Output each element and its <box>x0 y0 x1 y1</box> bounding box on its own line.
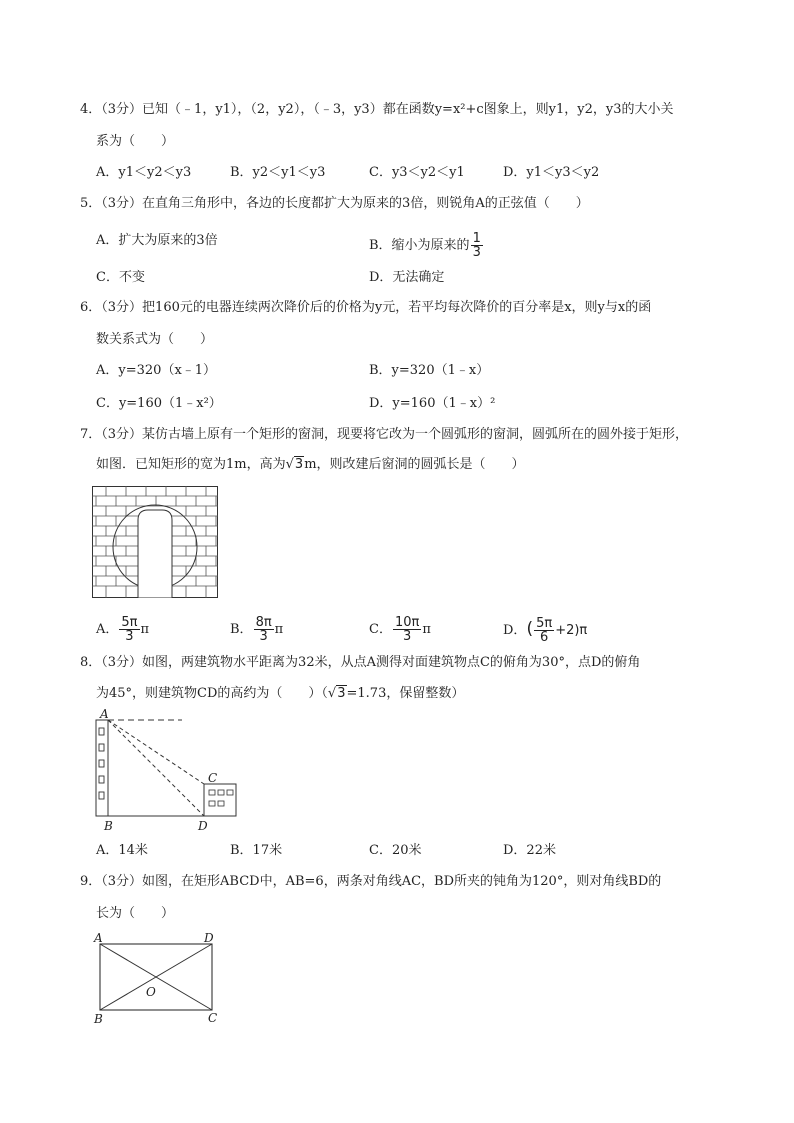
q5-option-c: C．不变 <box>96 270 145 285</box>
q8-point-d-label: D <box>198 819 208 833</box>
option-tail: π <box>140 622 150 637</box>
q6-option-b: B．y=320（1﹣x） <box>369 363 490 378</box>
option-tail: π <box>274 622 284 637</box>
q4-option-a: A．y1＜y2＜y3 <box>96 165 192 180</box>
q9-rectangle-figure <box>90 930 230 1026</box>
q6-option-c: C．y=160（1﹣x²） <box>96 396 222 411</box>
q8-option-b: B．17米 <box>230 843 283 858</box>
q5-stem: 5．（3分）在直角三角形中，各边的长度都扩大为原来的3倍，则锐角A的正弦值（ ） <box>80 196 589 211</box>
q4-stem-line1: 4．（3分）已知（﹣1，y1），（2，y2），（﹣3，y3）都在函数y=x²+c图象上，则y1，y2，y3的大小关 <box>80 102 674 117</box>
q8-point-a-label: A <box>100 707 109 721</box>
q9-point-a-label: A <box>94 931 103 945</box>
fraction-numerator: 1 <box>472 231 481 246</box>
q5-option-d: D．无法确定 <box>369 270 445 285</box>
q8-option-c: C．20米 <box>369 843 422 858</box>
fraction-numerator: 5π <box>536 616 553 631</box>
q9-point-b-label: B <box>94 1012 103 1026</box>
q9-stem-line2: 长为（ ） <box>96 906 175 921</box>
q4-stem-line2: 系为（ ） <box>96 134 175 149</box>
fraction-denominator: 6 <box>539 630 549 645</box>
option-open-paren: ( <box>526 619 534 639</box>
option-label: B． <box>230 622 253 637</box>
q8-stem-text: 为45°，则建筑物CD的高约为（ ）（ <box>96 686 328 701</box>
fraction-numerator: 5π <box>121 615 138 630</box>
q8-option-d: D．22米 <box>503 843 556 858</box>
q7-stem-line1: 7．（3分）某仿古墙上原有一个矩形的窗洞，现要将它改为一个圆弧形的窗洞，圆弧所在的圆外接于矩形， <box>80 427 689 442</box>
fraction-numerator: 8π <box>255 615 272 630</box>
q6-option-a: A．y=320（x﹣1） <box>96 363 217 378</box>
q8-stem-line1: 8．（3分）如图，两建筑物水平距离为32米，从点A测得对面建筑物点C的俯角为30°，点D的俯角 <box>80 655 641 670</box>
q8-stem-line2 <box>96 685 464 703</box>
fraction-denominator: 3 <box>403 629 412 644</box>
q7-stem-text: 如图．已知矩形的宽为1m，高为 <box>96 457 286 472</box>
q7-option-a <box>96 616 149 643</box>
q8-option-a: A．14米 <box>96 843 148 858</box>
q4-option-d: D．y1＜y3＜y2 <box>503 165 600 180</box>
option-label: C． <box>369 622 392 637</box>
fraction-numerator: 10π <box>394 615 420 630</box>
q7-option-b <box>230 616 283 643</box>
fraction-denominator: 3 <box>125 629 134 644</box>
sqrt-symbol: √3 <box>327 686 346 701</box>
q7-option-d <box>503 616 587 644</box>
q8-point-c-label: C <box>208 771 218 785</box>
q9-point-o-label: O <box>146 985 156 999</box>
option-tail: π <box>422 622 431 637</box>
q5-option-b <box>369 232 484 259</box>
q5-option-b-text: B．缩小为原来的 <box>369 238 470 253</box>
q4-option-b: B．y2＜y1＜y3 <box>230 165 326 180</box>
q9-point-c-label: C <box>208 1011 218 1025</box>
sqrt-radicand: 3 <box>337 686 346 701</box>
q5-option-a: A．扩大为原来的3倍 <box>96 233 218 248</box>
sqrt-symbol: √3 <box>285 457 304 472</box>
q6-option-d: D．y=160（1﹣x）² <box>369 396 496 411</box>
q7-brick-wall-figure <box>92 486 218 598</box>
q6-stem-line1: 6．（3分）把160元的电器连续两次降价后的价格为y元，若平均每次降价的百分率是x，则y与x的函 <box>80 300 652 315</box>
option-tail: +2)π <box>555 623 588 638</box>
fraction-denominator: 3 <box>259 629 268 644</box>
option-label: A． <box>96 622 119 637</box>
sqrt-radicand: 3 <box>294 457 304 472</box>
q4-option-c: C．y3＜y2＜y1 <box>369 165 465 180</box>
q9-point-d-label: D <box>204 931 214 945</box>
q9-stem-line1: 9．（3分）如图，在矩形ABCD中，AB=6，两条对角线AC，BD所夹的钝角为120°，则对角线BD的 <box>80 874 662 889</box>
option-label: D． <box>503 623 527 638</box>
q6-stem-line2: 数关系式为（ ） <box>96 332 214 347</box>
q8-buildings-figure <box>92 706 252 836</box>
q8-stem-text-end: =1.73，保留整数） <box>346 686 465 701</box>
fraction-denominator: 3 <box>472 245 481 260</box>
q7-option-c <box>369 616 431 643</box>
q7-stem-text-end: m，则改建后窗洞的圆弧长是（ ） <box>304 457 525 472</box>
q8-point-b-label: B <box>104 819 113 833</box>
q7-stem-line2 <box>96 456 525 474</box>
q5-option-b-fraction <box>471 232 483 259</box>
